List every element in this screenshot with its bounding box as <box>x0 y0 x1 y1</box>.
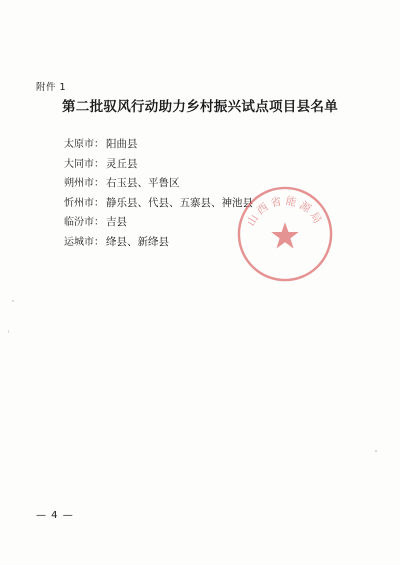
county-names: 吉县 <box>106 216 127 228</box>
county-names: 阳曲县 <box>106 138 138 150</box>
county-names: 右玉县、平鲁区 <box>106 177 180 189</box>
county-names: 绛县、新绛县 <box>106 235 169 248</box>
city-name: 忻州市： <box>64 197 104 209</box>
list-item <box>64 135 344 155</box>
scan-speck <box>12 300 14 302</box>
star-icon <box>271 222 298 248</box>
page-number: — 4 — <box>36 510 74 521</box>
scan-speck <box>8 330 9 333</box>
city-name: 朔州市： <box>64 178 104 189</box>
document-title: 第二批驭风行动助力乡村振兴试点项目县名单 <box>62 99 338 115</box>
county-names: 静乐县、代县、五寨县、神池县 <box>106 196 253 209</box>
attachment-label: 附件 1 <box>36 82 67 93</box>
seal-text: 山西省能源局 <box>244 194 326 229</box>
city-name: 临汾市： <box>64 217 104 228</box>
scan-speck <box>375 450 377 452</box>
city-name: 运城市： <box>64 236 104 248</box>
city-name: 大同市： <box>64 158 104 170</box>
list-item <box>64 155 344 175</box>
official-seal <box>236 185 334 283</box>
county-names: 灵丘县 <box>106 157 138 170</box>
city-name: 太原市： <box>64 139 104 150</box>
